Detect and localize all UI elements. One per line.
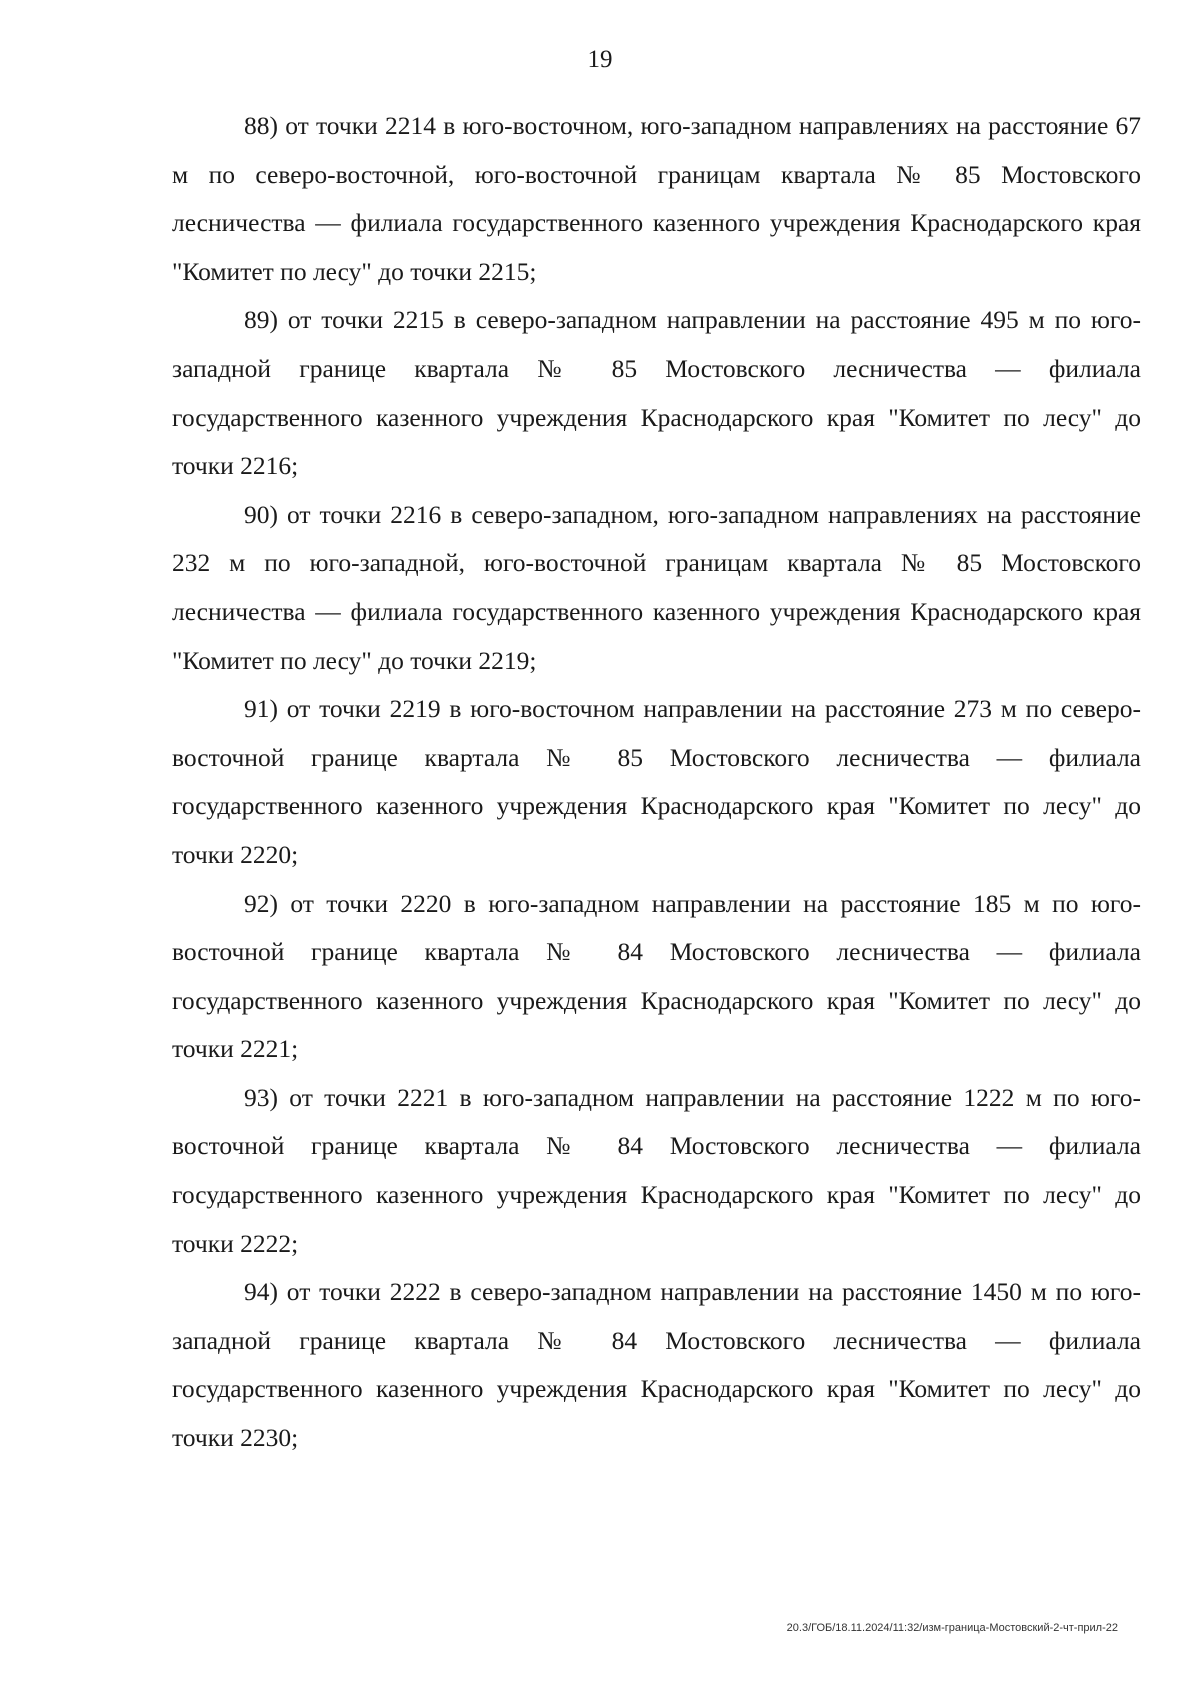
- paragraph-90: 90) от точки 2216 в северо-западном, юго-западном направлениях на расстояние 232 м по юго-западной, юго-восточной границам квартала № 85 Мостовского лесничества — филиала государственного казенного учреждения Краснодарского края "Комитет по лесу" до точки 2219;: [172, 499, 1141, 675]
- document-body: [172, 102, 1141, 1463]
- page-number: 19: [587, 46, 613, 73]
- paragraph-89: 89) от точки 2215 в северо-западном направлении на расстояние 495 м по юго-западной границе квартала № 85 Мостовского лесничества — филиала государственного казенного учреждения Краснодарского края "Комитет по лесу" до точки 2216;: [172, 305, 1141, 481]
- paragraph-91: 91) от точки 2219 в юго-восточном направлении на расстояние 273 м по северо-восточной границе квартала № 85 Мостовского лесничества — филиала государственного казенного учреждения Краснодарского края "Комитет по лесу" до точки 2220;: [172, 694, 1141, 869]
- document-footer-code: 20.3/ГОБ/18.11.2024/11:32/изм-граница-Мостовский-2-чт-прил-22: [786, 1622, 1118, 1634]
- paragraph-93: 93) от точки 2221 в юго-западном направлении на расстояние 1222 м по юго-восточной границе квартала № 84 Мостовского лесничества — филиала государственного казенного учреждения Краснодарского края "Комитет по лесу" до точки 2222;: [172, 1082, 1141, 1258]
- paragraph-94: 94) от точки 2222 в северо-западном направлении на расстояние 1450 м по юго-западной границе квартала № 84 Мостовского лесничества — филиала государственного казенного учреждения Краснодарского края "Комитет по лесу" до точки 2230;: [172, 1277, 1141, 1453]
- paragraph-88: 88) от точки 2214 в юго-восточном, юго-западном направлениях на расстояние 67 м по северо-восточной, юго-восточной границам квартала № 85 Мостовского лесничества — филиала государственного казенного учреждения Краснодарского края "Комитет по лесу" до точки 2215;: [172, 111, 1141, 286]
- paragraph-92: 92) от точки 2220 в юго-западном направлении на расстояние 185 м по юго-восточной границе квартала № 84 Мостовского лесничества — филиала государственного казенного учреждения Краснодарского края "Комитет по лесу" до точки 2221;: [172, 888, 1141, 1064]
